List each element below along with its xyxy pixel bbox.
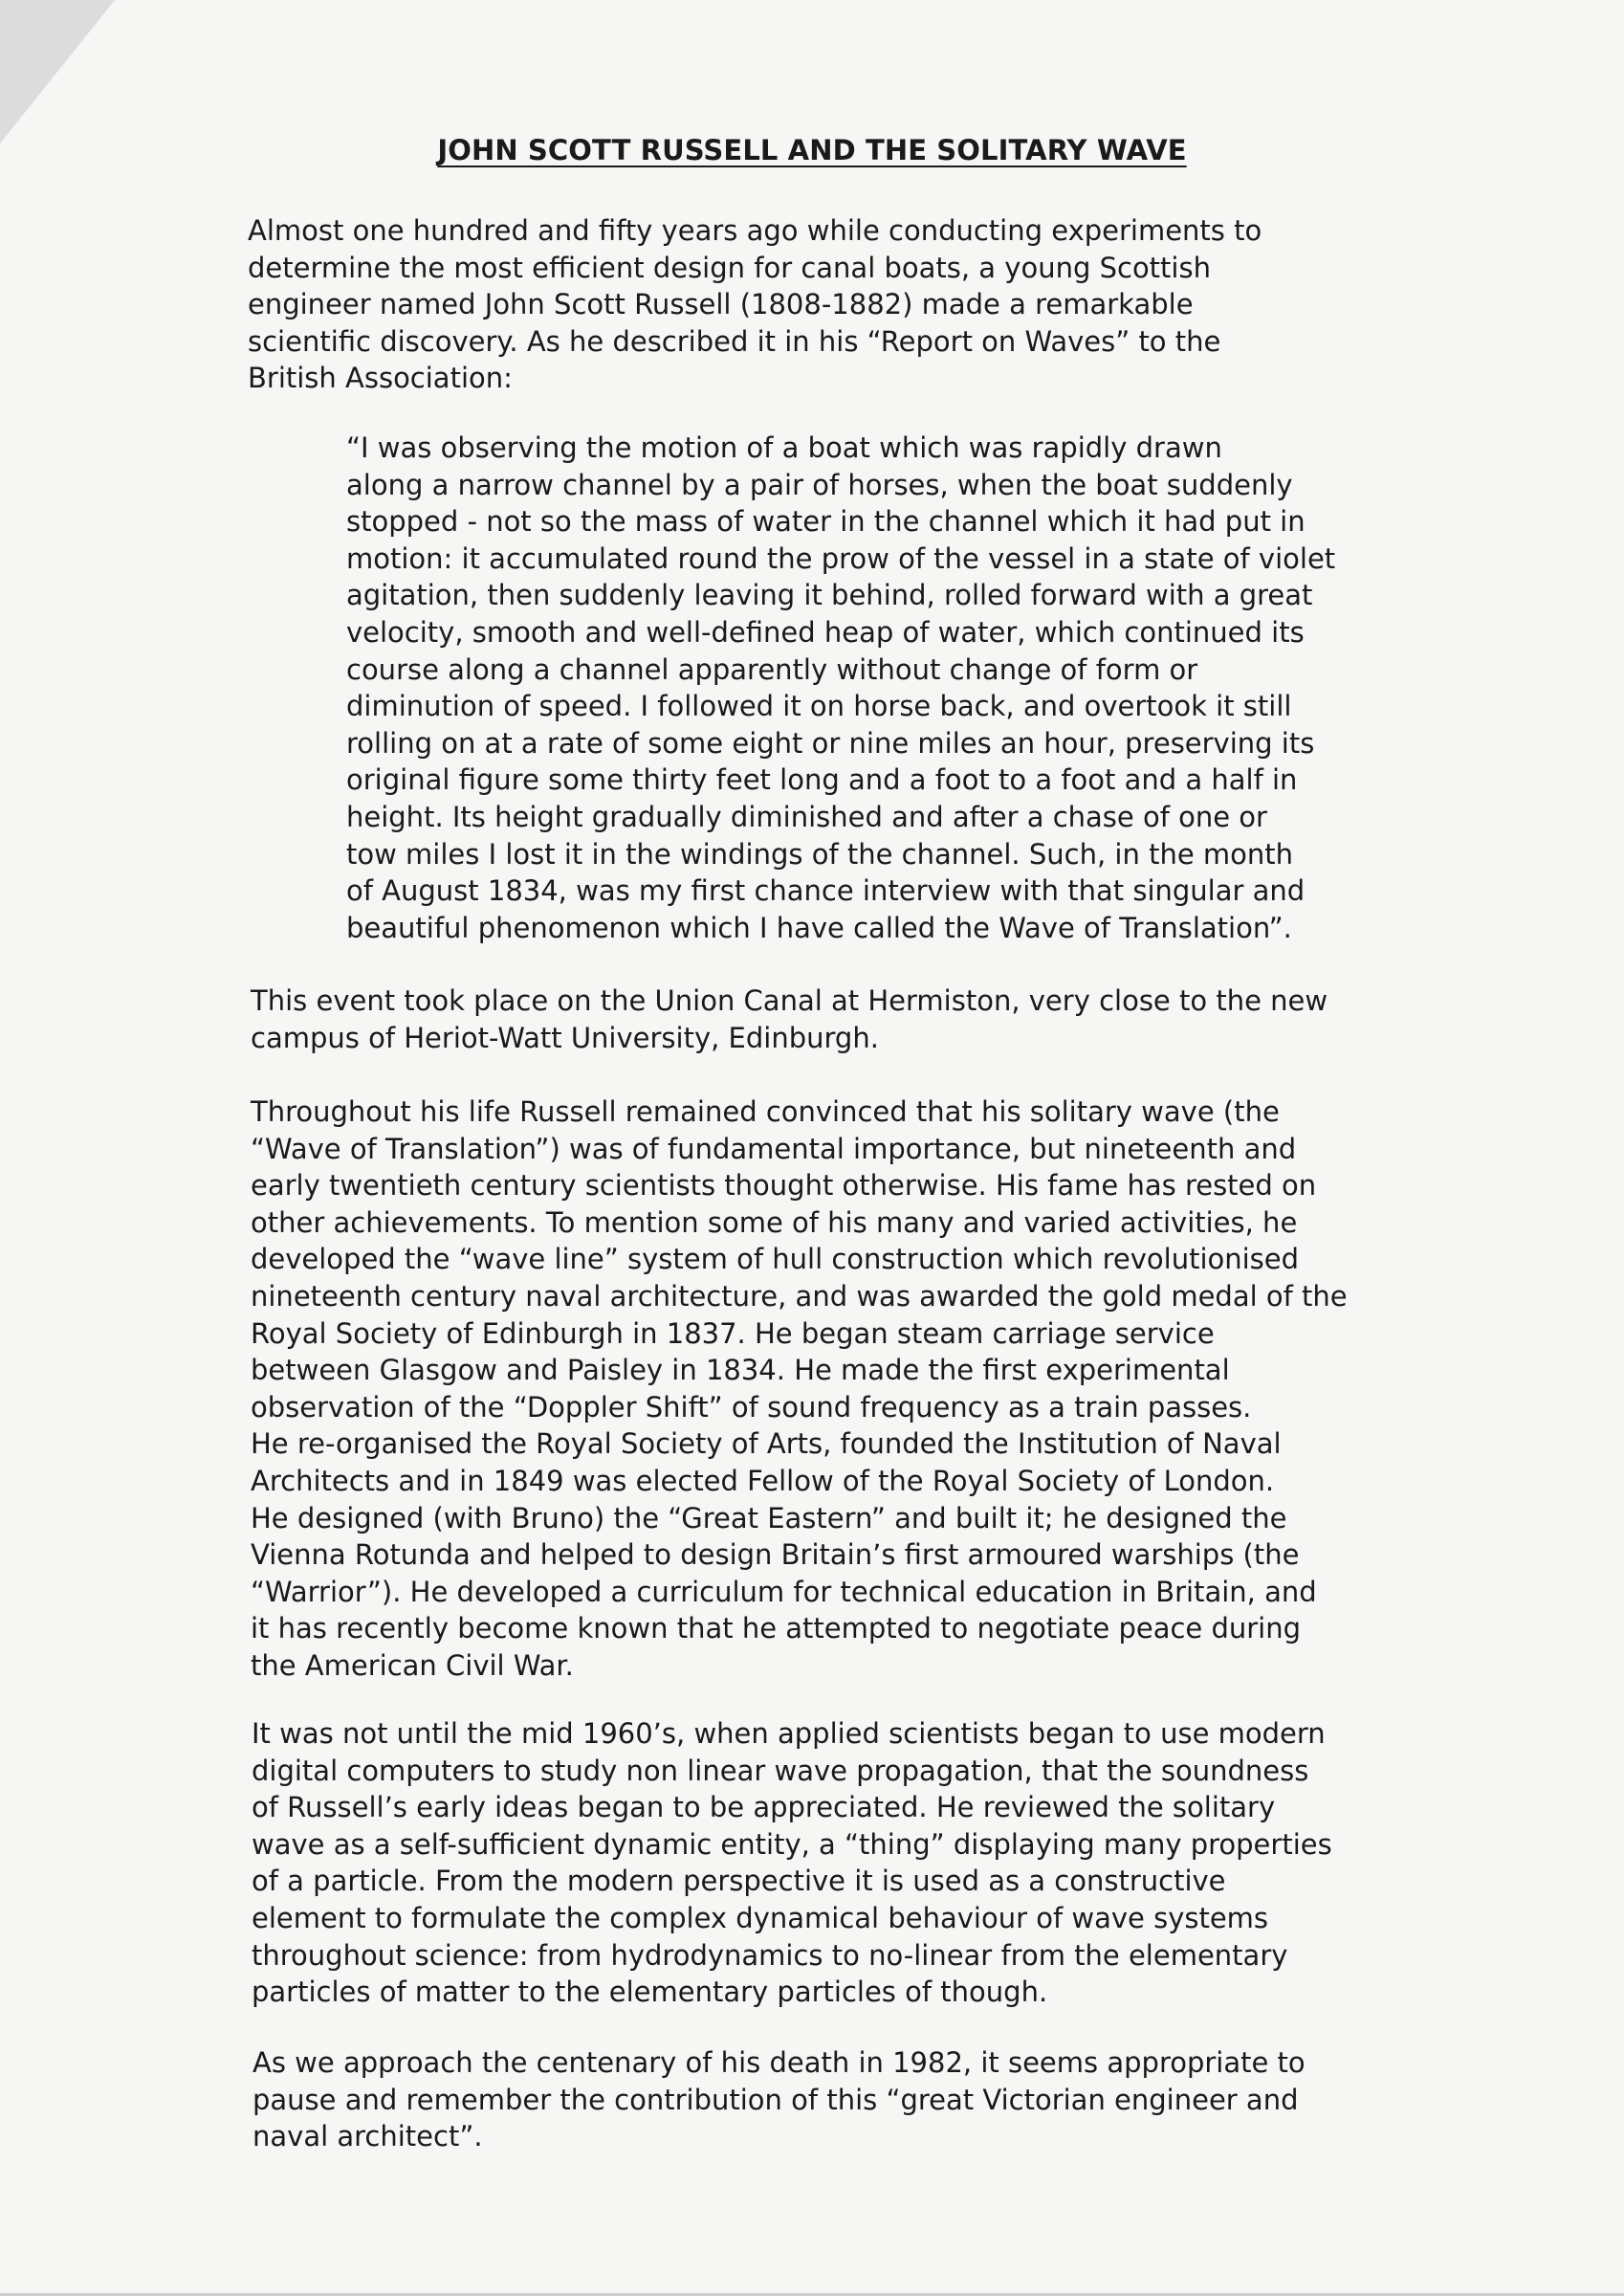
folded-corner — [0, 0, 115, 144]
location-paragraph: This event took place on the Union Canal at Hermiston, very close to the new campus of Heriot-Watt University, Edinburgh. — [251, 984, 1328, 1054]
document-title: JOHN SCOTT RUSSELL AND THE SOLITARY WAVE — [437, 134, 1187, 166]
closing-paragraph: As we approach the centenary of his death in 1982, it seems appropriate to pause and remember the contribution of this “great Victorian engineer and naval architect”. — [252, 2046, 1306, 2153]
russell-quote-paragraph: “I was observing the motion of a boat which was rapidly drawn along a narrow channel by a pair of horses, when the boat suddenly stopped - not so the mass of water in the channel which it had put in motion: it accumulated round the prow of the vessel in a state of violet agitation, then suddenly leaving it behind, rolled forward with a great velocity, smooth and well-defined heap of water, which continued its course along a channel apparently without change of form or diminution of speed. I followed it on horse back, and overtook it still rolling on at a rate of some eight or nine miles an hour, preserving its original figure some thirty feet long and a foot to a foot and a half in height. Its height gradually diminished and after a chase of one or tow miles I lost it in the windings of the channel. Such, in the month of August 1834, was my first chance interview with that singular and beautiful phenomenon which I have called the Wave of Translation”. — [346, 431, 1336, 944]
career-paragraph: Throughout his life Russell remained convinced that his solitary wave (the “Wave of Translation”) was of fundamental importance, but nineteenth and early twentieth century scientists thought otherwise. His fame has rested on other achievements. To mention some of his many and varied activities, he developed the “wave line” system of hull construction which revolutionised nineteenth century naval architecture, and was awarded the gold medal of the Royal Society of Edinburgh in 1837. He began steam carriage service between Glasgow and Paisley in 1834. He made the first experimental observation of the “Doppler Shift” of sound frequency as a train passes. He re-organised the Royal Society of Arts, founded the Institution of Naval Architects and in 1849 was elected Fellow of the Royal Society of London. He designed (with Bruno) the “Great Eastern” and built it; he designed the Vienna Rotunda and helped to design Britain’s first armoured warships (the “Warrior”). He developed a curriculum for technical education in Britain, and it has recently become known that he attempted to negotiate peace during the American Civil War. — [251, 1095, 1348, 1682]
intro-paragraph: Almost one hundred and fifty years ago while conducting experiments to determine the most efficient design for canal boats, a young Scottish engineer named John Scott Russell (1808-1882) made a remarkable scientific discovery. As he described it in his “Report on Waves” to the British Association: — [248, 214, 1262, 395]
modern-perspective-paragraph: It was not until the mid 1960’s, when applied scientists began to use modern digital computers to study non linear wave propagation, that the soundness of Russell’s early ideas began to be appreciated. He reviewed the solitary wave as a self-sufficient dynamic entity, a “thing” displaying many properties of a particle. From the modern perspective it is used as a constructive element to formulate the complex dynamical behaviour of wave systems throughout science: from hydrodynamics to no-linear from the elementary particles of matter to the elementary particles of though. — [252, 1717, 1332, 2009]
